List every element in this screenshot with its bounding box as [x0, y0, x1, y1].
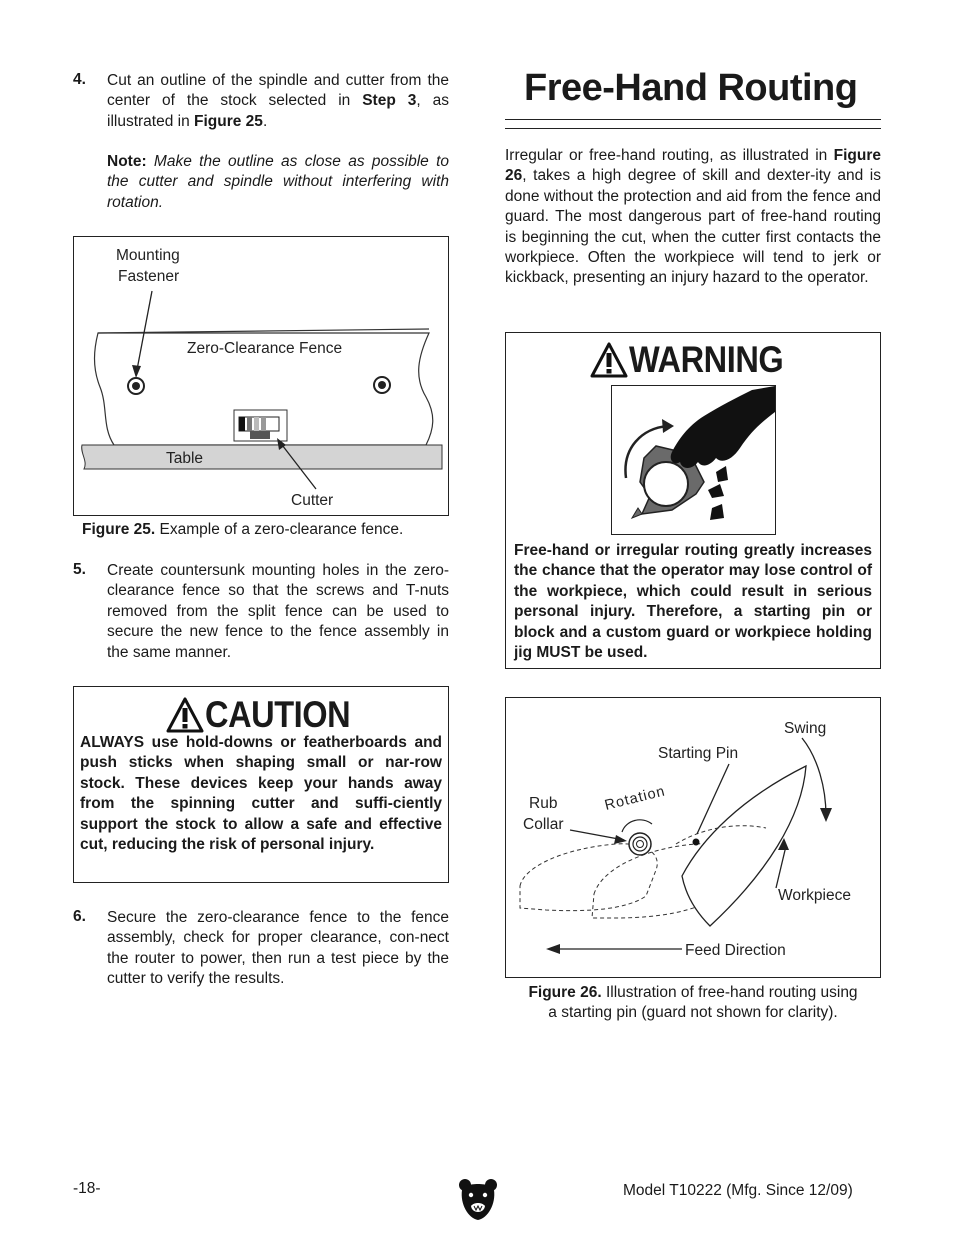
- warning-title: WARNING: [629, 339, 784, 380]
- caution-title: CAUTION: [205, 694, 351, 735]
- section-title: Free-Hand Routing: [524, 67, 858, 109]
- caution-header: [166, 694, 370, 736]
- warning-pictogram: [611, 385, 776, 535]
- label-mounting-1: Mounting: [116, 247, 180, 264]
- label-cutter: Cutter: [291, 492, 334, 509]
- figure-25-caption: Figure 25. Example of a zero-clearance fence.: [82, 521, 404, 538]
- label-table: Table: [166, 450, 204, 467]
- free-hand-routing-illustration: [506, 698, 880, 977]
- caution-text: ALWAYS use hold-downs or featherboards and push sticks when shaping small or nar-row stock. These devices keep your hands away from the spinning cutter and suffi-ciently support the stock to allow a safe and effective cut, reducing the risk of personal injury.: [80, 734, 442, 854]
- figure-26: [505, 697, 881, 978]
- zero-clearance-fence-illustration: [74, 237, 448, 515]
- warning-header: [590, 339, 804, 381]
- label-starting-pin: Starting Pin: [658, 745, 739, 762]
- section-paragraph: Irregular or free-hand routing, as illustrated in Figure 26, takes a high degree of skill and dexter-ity and is done without the protection and aid from the fence and guard. The most dangerous part of free-hand routing is beginning the cut, when the cutter first contacts the workpiece. Often the workpiece will tend to jerk or kickback, presenting an injury hazard to the operator.: [505, 147, 881, 287]
- caution-triangle-icon: [166, 697, 204, 733]
- figure-26-caption: Figure 26. Illustration of free-hand routing using a starting pin (guard not shown for clarity).: [528, 984, 858, 1022]
- step-4-note: Note: Make the outline as close as possible to the cutter and spindle without interfering with rotation.: [107, 153, 449, 211]
- warning-box: [505, 332, 881, 669]
- warning-text: Free-hand or irregular routing greatly increases the chance that the operator may lose control of the workpiece, which could result in serious personal injury. Therefore, a starting pin or block and a custom guard or workpiece holding jig MUST be used.: [514, 542, 872, 662]
- step-5-text: Create countersunk mounting holes in the zero-clearance fence so that the screws and T-nuts removed from the split fence can be used to secure the new fence to the fence assembly in the same manner.: [107, 562, 449, 661]
- step-6-text: Secure the zero-clearance fence to the fence assembly, check for proper clearance, con-nect the router to power, then run a test piece by the cutter to verify the results.: [107, 909, 449, 988]
- label-rub: Rub: [529, 795, 558, 812]
- bear-head-logo-icon: [458, 1178, 498, 1222]
- model-info: Model T10222 (Mfg. Since 12/09): [623, 1182, 853, 1199]
- label-collar: Collar: [523, 816, 564, 833]
- label-swing: Swing: [784, 720, 827, 737]
- warning-triangle-icon: [590, 342, 628, 378]
- title-rule-bottom: [505, 128, 881, 129]
- caution-box: [73, 686, 449, 883]
- label-workpiece: Workpiece: [778, 887, 851, 904]
- step-4-text: Cut an outline of the spindle and cutter from the center of the stock selected in Step 3, as illustrated in Figure 25.: [107, 72, 449, 130]
- title-rule-top: [505, 119, 881, 120]
- step-5-number: 5.: [73, 561, 86, 578]
- label-mounting-2: Fastener: [118, 268, 180, 285]
- page-number: -18-: [73, 1180, 101, 1197]
- label-feed-direction: Feed Direction: [685, 942, 786, 959]
- step-4-number: 4.: [73, 71, 86, 88]
- figure-25: [73, 236, 449, 516]
- label-rotation: Rotation: [603, 783, 668, 814]
- hand-cutter-hazard-icon: [612, 386, 775, 534]
- table-shape: [82, 445, 442, 469]
- step-6-number: 6.: [73, 908, 86, 925]
- rub-collar: [629, 833, 651, 855]
- label-fence: Zero-Clearance Fence: [187, 340, 343, 357]
- starting-pin: [693, 839, 700, 846]
